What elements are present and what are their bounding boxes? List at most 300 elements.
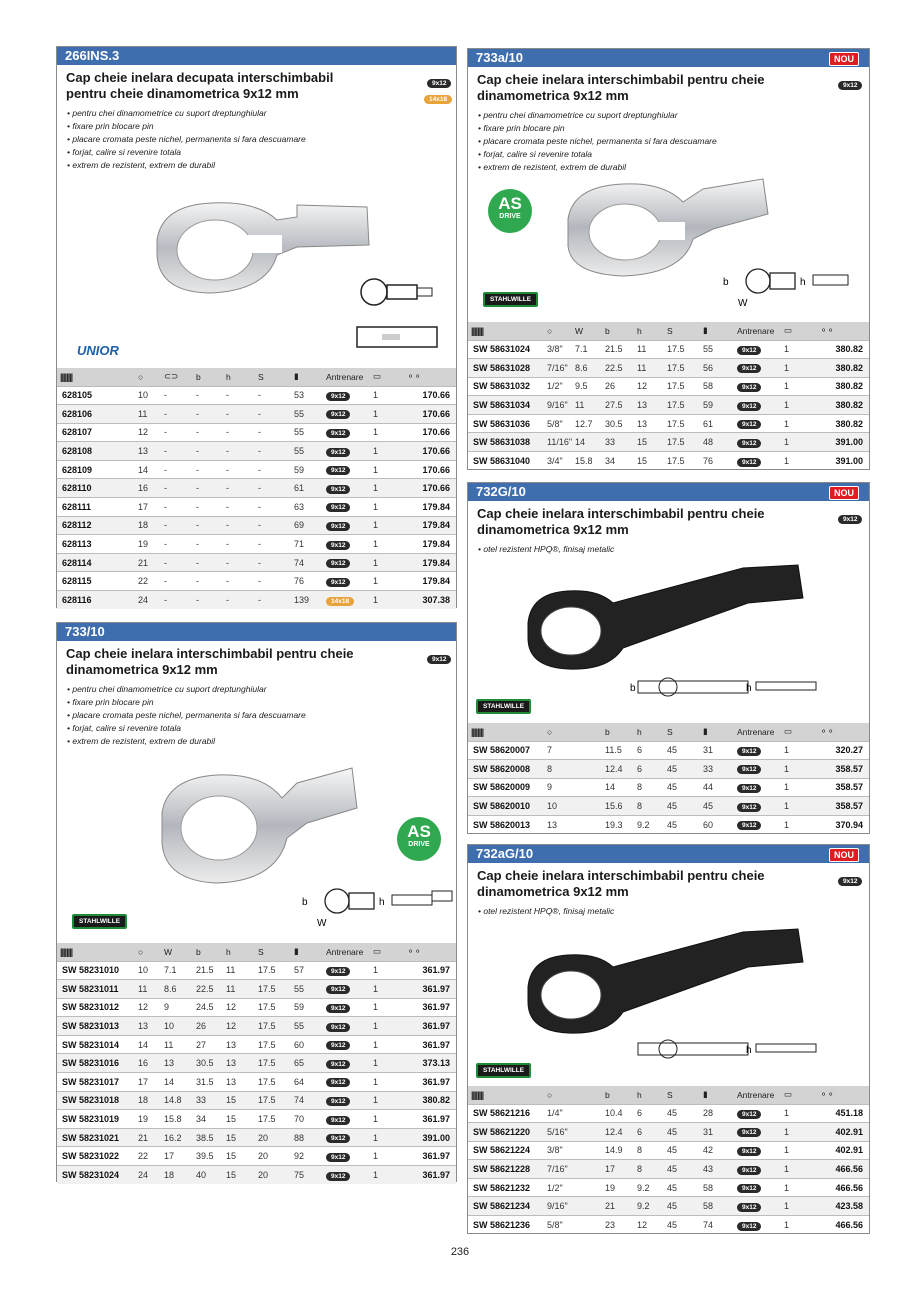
- table-cell: 27.5: [602, 396, 634, 415]
- table-cell: 59: [700, 396, 734, 415]
- article-code-cell: SW 58631032: [468, 377, 544, 396]
- price-cell: 179.84: [404, 498, 456, 517]
- table-cell: 55: [291, 980, 323, 999]
- table-cell: 5/8": [544, 1216, 602, 1235]
- drive-badge: 9x12: [326, 410, 350, 419]
- feature-list: [478, 543, 869, 556]
- table-cell: 20: [255, 1147, 291, 1166]
- table-cell: 1: [781, 1197, 817, 1216]
- table-cell: 1: [370, 1128, 404, 1147]
- price-cell: 170.66: [404, 479, 456, 498]
- table-row: [57, 1035, 456, 1054]
- table-cell: -: [255, 405, 291, 424]
- table-header: [57, 368, 456, 386]
- table-row: [468, 797, 869, 816]
- product-table: [57, 368, 456, 609]
- table-cell: 22.5: [193, 980, 223, 999]
- table-cell: 14: [135, 1035, 161, 1054]
- dimension-drawing: [718, 261, 868, 311]
- table-cell: 55: [700, 340, 734, 359]
- article-code-cell: SW 58621236: [468, 1216, 544, 1235]
- table-row: [468, 1216, 869, 1235]
- package-icon: ▭: [370, 943, 404, 961]
- table-cell: 20: [255, 1166, 291, 1185]
- article-code-cell: SW 58231012: [57, 998, 135, 1017]
- table-cell: 11: [572, 396, 602, 415]
- table-cell: 45: [664, 1123, 700, 1142]
- table-cell: 1: [370, 961, 404, 980]
- price-cell: 361.97: [404, 980, 456, 999]
- drive-cell: [734, 741, 781, 760]
- col-s: S: [664, 322, 700, 340]
- new-badge: NOU: [829, 848, 859, 862]
- table-cell: 45: [664, 1197, 700, 1216]
- article-code-cell: SW 58231014: [57, 1035, 135, 1054]
- table-cell: 1: [370, 460, 404, 479]
- article-code-cell: SW 58231016: [57, 1054, 135, 1073]
- table-cell: -: [161, 535, 193, 554]
- drive-cell: [734, 1123, 781, 1142]
- table-cell: 60: [700, 815, 734, 834]
- table-cell: 30.5: [193, 1054, 223, 1073]
- table-cell: 22: [135, 572, 161, 591]
- table-cell: 43: [700, 1160, 734, 1179]
- table-header: [468, 322, 869, 340]
- drive-cell: [323, 998, 370, 1017]
- table-cell: -: [223, 572, 255, 591]
- table-cell: 45: [664, 741, 700, 760]
- article-code-cell: SW 58231021: [57, 1128, 135, 1147]
- ring-icon: ○: [135, 368, 161, 386]
- table-cell: 17.5: [255, 1054, 291, 1073]
- col-antrenare: Antrenare: [323, 943, 370, 961]
- table-cell: 18: [135, 516, 161, 535]
- price-cell: 391.00: [404, 1128, 456, 1147]
- drive-badge: 9x12: [326, 1060, 350, 1069]
- svg-text:h: h: [800, 277, 806, 288]
- article-code-cell: 628107: [57, 423, 135, 442]
- svg-text:h: h: [746, 1045, 752, 1056]
- brand-logo: UNIOR: [77, 343, 119, 358]
- table-cell: -: [193, 423, 223, 442]
- table-row: [57, 535, 456, 554]
- table-cell: 33: [193, 1091, 223, 1110]
- table-row: [468, 760, 869, 779]
- feature-item: • pentru chei dinamometrice cu suport dreptunghiular: [67, 108, 267, 118]
- table-cell: 11: [223, 980, 255, 999]
- table-cell: 17.5: [255, 1091, 291, 1110]
- price-cell: 466.56: [817, 1216, 869, 1235]
- drive-badge: 9x12: [326, 522, 350, 531]
- table-cell: 17.5: [664, 414, 700, 433]
- table-cell: 24: [135, 1166, 161, 1185]
- table-cell: 16.2: [161, 1128, 193, 1147]
- drive-cell: [734, 1141, 781, 1160]
- weight-icon: ▮: [700, 1086, 734, 1104]
- table-row: [468, 1123, 869, 1142]
- table-cell: 19: [135, 535, 161, 554]
- table-cell: 1: [370, 1166, 404, 1185]
- table-cell: 27: [193, 1035, 223, 1054]
- drive-badge: 9x12: [326, 392, 350, 401]
- table-cell: 17.5: [664, 452, 700, 471]
- table-cell: -: [255, 572, 291, 591]
- article-code-cell: SW 58620008: [468, 760, 544, 779]
- table-cell: 1: [781, 359, 817, 378]
- table-cell: 7/16": [544, 1160, 602, 1179]
- table-cell: -: [161, 423, 193, 442]
- table-cell: -: [255, 553, 291, 572]
- table-cell: 10: [544, 797, 602, 816]
- table-cell: 53: [291, 386, 323, 405]
- table-cell: 15.6: [602, 797, 634, 816]
- product-card-733a-10: [467, 48, 870, 470]
- price-cell: 361.97: [404, 1073, 456, 1092]
- table-cell: 1/4": [544, 1104, 602, 1123]
- table-cell: -: [255, 442, 291, 461]
- drive-cell: [323, 535, 370, 554]
- feature-item: • fixare prin blocare pin: [67, 121, 154, 131]
- table-row: [57, 591, 456, 610]
- col-h: h: [634, 1086, 664, 1104]
- table-row: [57, 1054, 456, 1073]
- drive-badge: 9x12: [326, 541, 350, 550]
- table-cell: 19: [135, 1110, 161, 1129]
- table-cell: 12.4: [602, 1123, 634, 1142]
- table-cell: -: [193, 498, 223, 517]
- feature-item: • forjat, calire si revenire totala: [67, 147, 181, 157]
- svg-text:W: W: [317, 918, 327, 929]
- table-cell: -: [161, 498, 193, 517]
- table-cell: 17.5: [664, 377, 700, 396]
- product-card-733-10: [56, 622, 457, 1182]
- col-s: S: [664, 1086, 700, 1104]
- drive-cell: [734, 1104, 781, 1123]
- col-h: h: [634, 723, 664, 741]
- drive-cell: [734, 1216, 781, 1235]
- barcode-icon: ||||||||: [57, 368, 135, 386]
- price-cell: 361.97: [404, 961, 456, 980]
- package-icon: ▭: [781, 1086, 817, 1104]
- table-row: [468, 1178, 869, 1197]
- table-cell: 11: [161, 1035, 193, 1054]
- barcode-icon: ||||||||: [468, 723, 544, 741]
- feature-item: • forjat, calire si revenire totala: [478, 149, 592, 159]
- table-cell: 17.5: [255, 1110, 291, 1129]
- drive-badge: 9x12: [326, 466, 350, 475]
- table-cell: 58: [700, 1178, 734, 1197]
- table-cell: -: [255, 535, 291, 554]
- table-cell: 59: [291, 460, 323, 479]
- table-row: [468, 1141, 869, 1160]
- price-cell: 358.57: [817, 778, 869, 797]
- article-code-cell: 628106: [57, 405, 135, 424]
- drive-badge: 9x12: [737, 1110, 761, 1119]
- table-cell: 42: [700, 1141, 734, 1160]
- table-cell: -: [161, 572, 193, 591]
- drive-cell: [323, 1073, 370, 1092]
- feature-item: • placare cromata peste nichel, permanenta si fara descuamare: [67, 134, 306, 144]
- drive-badge: 9x12: [737, 420, 761, 429]
- col-b: b: [602, 723, 634, 741]
- barcode-icon: ||||||||: [468, 1086, 544, 1104]
- table-cell: 17.5: [664, 340, 700, 359]
- price-cell: 380.82: [817, 396, 869, 415]
- table-cell: 70: [291, 1110, 323, 1129]
- table-cell: 1: [370, 1073, 404, 1092]
- table-cell: 17.5: [255, 1035, 291, 1054]
- table-cell: 58: [700, 377, 734, 396]
- table-cell: 13: [161, 1054, 193, 1073]
- drive-cell: [323, 572, 370, 591]
- drive-badge: 9x12: [326, 1078, 350, 1087]
- table-header: [468, 1086, 869, 1104]
- table-row: [57, 460, 456, 479]
- table-row: [468, 1160, 869, 1179]
- drive-badge: 9x12: [838, 877, 862, 886]
- table-cell: -: [255, 498, 291, 517]
- table-cell: 6: [634, 741, 664, 760]
- col-antrenare: Antrenare: [734, 322, 781, 340]
- table-cell: 16: [135, 479, 161, 498]
- table-cell: -: [255, 386, 291, 405]
- table-cell: 12: [223, 1017, 255, 1036]
- feature-item: • placare cromata peste nichel, permanenta si fara descuamare: [67, 710, 306, 720]
- coins-icon: ⚬⚬: [404, 368, 456, 386]
- table-cell: 6: [634, 1123, 664, 1142]
- drive-cell: [734, 452, 781, 471]
- article-code-cell: SW 58621234: [468, 1197, 544, 1216]
- table-cell: 22.5: [602, 359, 634, 378]
- product-title: Cap cheie inelara interschimbabil pentru cheie dinamometrica 9x12 mm: [477, 72, 765, 103]
- price-cell: 170.66: [404, 423, 456, 442]
- product-table: [57, 943, 456, 1184]
- table-cell: 3/4": [544, 452, 572, 471]
- price-cell: 466.56: [817, 1160, 869, 1179]
- new-badge: NOU: [829, 52, 859, 66]
- table-cell: 7/16": [544, 359, 572, 378]
- article-code-cell: 628112: [57, 516, 135, 535]
- table-cell: 34: [602, 452, 634, 471]
- barcode-icon: ||||||||: [468, 322, 544, 340]
- table-row: [57, 498, 456, 517]
- table-cell: -: [161, 442, 193, 461]
- price-cell: 466.56: [817, 1178, 869, 1197]
- article-code-cell: 628108: [57, 442, 135, 461]
- table-cell: 12: [135, 423, 161, 442]
- price-cell: 380.82: [817, 414, 869, 433]
- table-cell: 21.5: [193, 961, 223, 980]
- table-cell: 1: [781, 1141, 817, 1160]
- drive-cell: [734, 396, 781, 415]
- drive-badge: 9x12: [737, 1184, 761, 1193]
- article-code-cell: 628111: [57, 498, 135, 517]
- col-antrenare: Antrenare: [323, 368, 370, 386]
- table-cell: 17.5: [664, 396, 700, 415]
- table-cell: 16: [135, 1054, 161, 1073]
- drive-badge: 9x12: [737, 821, 761, 830]
- feature-item: • otel rezistent HPQ®, finisaj metalic: [478, 906, 615, 916]
- table-cell: 11: [634, 359, 664, 378]
- price-cell: 370.94: [817, 815, 869, 834]
- table-cell: 19.3: [602, 815, 634, 834]
- price-cell: 373.13: [404, 1054, 456, 1073]
- table-cell: 33: [602, 433, 634, 452]
- drive-badge: 9x12: [326, 503, 350, 512]
- table-cell: 21: [135, 553, 161, 572]
- table-cell: 17.5: [664, 433, 700, 452]
- drive-cell: [323, 1128, 370, 1147]
- table-cell: 63: [291, 498, 323, 517]
- drive-badge: 9x12: [326, 1023, 350, 1032]
- article-code-cell: 628114: [57, 553, 135, 572]
- table-cell: 1: [370, 572, 404, 591]
- article-code-cell: SW 58621228: [468, 1160, 544, 1179]
- table-cell: 1: [781, 1104, 817, 1123]
- drive-badge: 9x12: [326, 559, 350, 568]
- drive-cell: [323, 553, 370, 572]
- price-cell: 320.27: [817, 741, 869, 760]
- product-code: [468, 845, 869, 863]
- barcode-icon: ||||||||: [57, 943, 135, 961]
- table-cell: 55: [291, 405, 323, 424]
- table-cell: 31: [700, 741, 734, 760]
- table-cell: 18: [161, 1166, 193, 1185]
- table-cell: 21.5: [602, 340, 634, 359]
- product-image: [157, 763, 367, 893]
- table-row: [468, 1197, 869, 1216]
- table-cell: 45: [664, 815, 700, 834]
- article-code-cell: SW 58231010: [57, 961, 135, 980]
- drive-badge: 9x12: [326, 578, 350, 587]
- table-cell: -: [193, 386, 223, 405]
- table-cell: -: [161, 591, 193, 610]
- drive-cell: [323, 961, 370, 980]
- table-cell: 1: [370, 591, 404, 610]
- as-drive-top: AS: [407, 822, 431, 841]
- drive-cell: [734, 797, 781, 816]
- table-cell: -: [255, 591, 291, 610]
- table-cell: 1: [781, 1178, 817, 1197]
- price-cell: 451.18: [817, 1104, 869, 1123]
- table-cell: 1: [370, 1035, 404, 1054]
- table-cell: 5/16": [544, 1123, 602, 1142]
- table-cell: 10.4: [602, 1104, 634, 1123]
- dimension-drawing: [352, 272, 452, 352]
- article-code-cell: SW 58231013: [57, 1017, 135, 1036]
- table-row: [468, 778, 869, 797]
- table-cell: -: [223, 516, 255, 535]
- drive-cell: [323, 498, 370, 517]
- product-code: [468, 49, 869, 67]
- brand-logo: STAHLWILLE: [483, 292, 538, 307]
- drive-badge: 9x12: [838, 81, 862, 90]
- table-cell: -: [223, 479, 255, 498]
- col-h: h: [634, 322, 664, 340]
- table-cell: 45: [664, 1160, 700, 1179]
- table-header: [57, 943, 456, 961]
- svg-text:h: h: [379, 897, 385, 908]
- dimension-drawing: [628, 1035, 868, 1065]
- table-cell: 1: [370, 516, 404, 535]
- article-code-cell: 628113: [57, 535, 135, 554]
- table-cell: 15: [223, 1110, 255, 1129]
- table-cell: 55: [291, 1017, 323, 1036]
- article-code-cell: 628109: [57, 460, 135, 479]
- table-cell: 8.6: [572, 359, 602, 378]
- col-w: W: [161, 943, 193, 961]
- price-cell: 170.66: [404, 405, 456, 424]
- drive-badge: 9x12: [326, 1097, 350, 1106]
- table-row: [468, 340, 869, 359]
- table-cell: 9/16": [544, 396, 572, 415]
- table-cell: 34: [193, 1110, 223, 1129]
- drive-cell: [323, 386, 370, 405]
- price-cell: 361.97: [404, 998, 456, 1017]
- table-row: [57, 1073, 456, 1092]
- table-cell: 45: [664, 760, 700, 779]
- table-cell: 45: [700, 797, 734, 816]
- table-cell: 9.2: [634, 1197, 664, 1216]
- table-cell: 44: [700, 778, 734, 797]
- table-cell: 17.5: [664, 359, 700, 378]
- article-code-cell: 628110: [57, 479, 135, 498]
- article-code-cell: SW 58620010: [468, 797, 544, 816]
- table-cell: 48: [700, 433, 734, 452]
- brand-logo: STAHLWILLE: [72, 914, 127, 929]
- drive-badge: 9x12: [326, 1172, 350, 1181]
- table-cell: 45: [664, 778, 700, 797]
- table-cell: -: [255, 479, 291, 498]
- price-cell: 423.58: [817, 1197, 869, 1216]
- price-cell: 179.84: [404, 535, 456, 554]
- table-cell: 39.5: [193, 1147, 223, 1166]
- table-cell: -: [161, 405, 193, 424]
- table-cell: 59: [291, 998, 323, 1017]
- table-cell: 11: [634, 340, 664, 359]
- table-cell: 8: [634, 1141, 664, 1160]
- drive-cell: [323, 516, 370, 535]
- table-cell: 75: [291, 1166, 323, 1185]
- table-cell: 12.4: [602, 760, 634, 779]
- table-cell: -: [193, 479, 223, 498]
- table-cell: -: [161, 479, 193, 498]
- table-cell: 11: [135, 405, 161, 424]
- table-cell: 71: [291, 535, 323, 554]
- price-cell: 380.82: [817, 340, 869, 359]
- table-cell: 3/8": [544, 1141, 602, 1160]
- price-cell: 380.82: [817, 359, 869, 378]
- table-cell: 1: [781, 1160, 817, 1179]
- table-cell: -: [223, 535, 255, 554]
- table-cell: 17.5: [255, 961, 291, 980]
- drive-cell: [734, 414, 781, 433]
- table-cell: 7.1: [572, 340, 602, 359]
- table-cell: 15: [223, 1166, 255, 1185]
- table-cell: 9.5: [572, 377, 602, 396]
- table-cell: 12: [135, 998, 161, 1017]
- drive-badge: 9x12: [737, 402, 761, 411]
- table-row: [57, 961, 456, 980]
- col-s: S: [255, 943, 291, 961]
- table-row: [468, 377, 869, 396]
- table-cell: -: [161, 553, 193, 572]
- table-cell: 92: [291, 1147, 323, 1166]
- table-row: [57, 516, 456, 535]
- drive-cell: [734, 760, 781, 779]
- product-code: [468, 483, 869, 501]
- product-title: Cap cheie inelara interschimbabil pentru cheie dinamometrica 9x12 mm: [66, 646, 354, 677]
